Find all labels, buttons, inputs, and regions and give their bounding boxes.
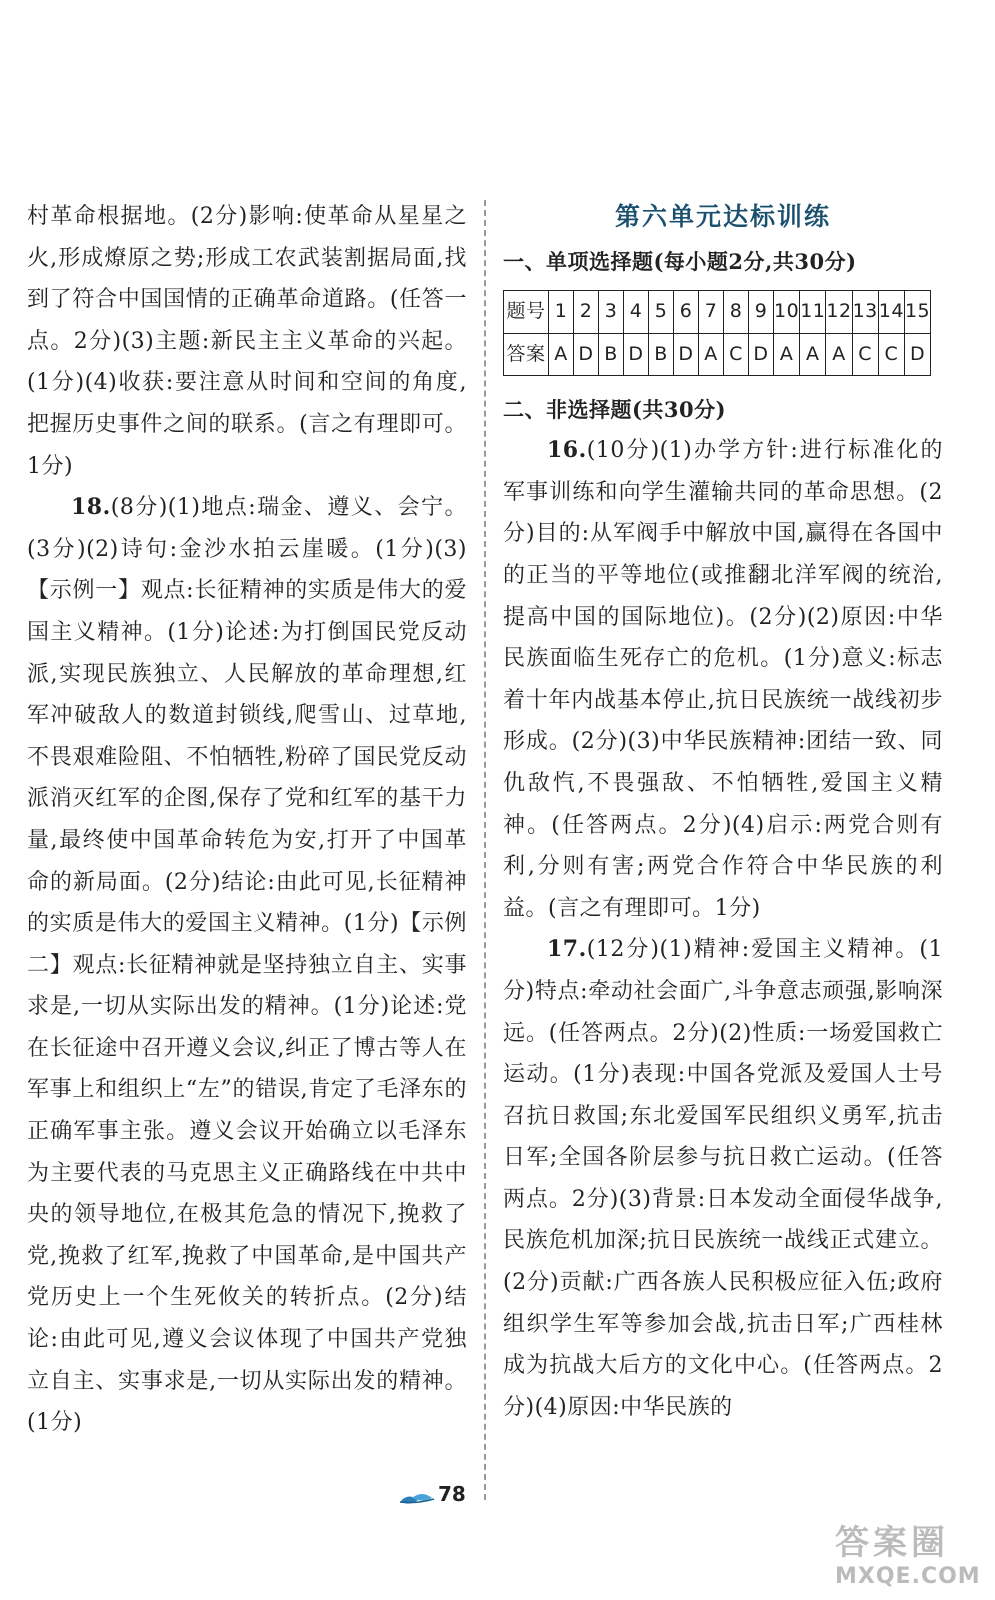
left-column	[27, 196, 467, 1444]
table-cell: 14	[878, 291, 904, 334]
answer-18	[27, 487, 467, 1444]
watermark	[835, 1515, 981, 1589]
answer-16	[503, 430, 943, 929]
table-cell: 2	[574, 291, 599, 334]
table-cell: D	[624, 333, 649, 376]
question-number: 16.	[547, 437, 587, 464]
section-heading: 一、单项选择题(每小题2分,共30分)	[503, 249, 857, 274]
table-cell: 10	[774, 291, 800, 334]
answer-text: (8分)(1)地点:瑞金、遵义、会宁。(3分)(2)诗句:金沙水拍云崖暖。(1分)(3)【示例一】观点:长征精神的实质是伟大的爱国主义精神。(1分)论述:为打倒国民党反动派,实现民族独立、人民解放的革命理想,红军冲破敌人的数道封锁线,爬雪山、过草地,不畏艰难险阻、不怕牺牲,粉碎了国民党反动派消灭红军的企图,保存了党和红军的基干力量,最终使中国革命转危为安,打开了中国革命的新局面。(2分)结论:由此可见,长征精神的实质是伟大的爱国主义精神。(1分)【示例二】观点:长征精神就是坚持独立自主、实事求是,一切从实际出发的精神。(1分)论述:党在长征途中召开遵义会议,纠正了博古等人在军事上和组织上“左”的错误,肯定了毛泽东的正确军事主张。遵义会议开始确立以毛泽东为主要代表的马克思主义正确路线在中共中央的领导地位,在极其危急的情况下,挽救了党,挽救了红军,挽救了中国革命,是中国共产党历史上一个生死攸关的转折点。(2分)结论:由此可见,遵义会议体现了中国共产党独立自主、实事求是,一切从实际出发的精神。(1分)	[27, 495, 467, 1436]
row-label: 答案	[504, 333, 549, 376]
table-cell: 7	[699, 291, 724, 334]
table-cell: 9	[749, 291, 774, 334]
table-cell: 3	[599, 291, 624, 334]
table-cell: 6	[674, 291, 699, 334]
answer-table	[503, 290, 931, 376]
table-cell: A	[826, 333, 852, 376]
table-cell: 11	[800, 291, 826, 334]
table-cell: 4	[624, 291, 649, 334]
table-cell: 12	[826, 291, 852, 334]
table-cell: A	[800, 333, 826, 376]
table-cell: D	[904, 333, 930, 376]
table-cell: D	[674, 333, 699, 376]
section-heading: 二、非选择题(共30分)	[503, 397, 727, 423]
table-cell: B	[649, 333, 674, 376]
page-number: 78	[438, 1482, 466, 1506]
table-cell: A	[774, 333, 800, 376]
answer-text: (12分)(1)精神:爱国主义精神。(1分)特点:牵动社会面广,斗争意志顽强,影响深远。(任答两点。2分)(2)性质:一场爱国救亡运动。(1分)表现:中国各党派及爱国人士号召抗日救国;东北爱国军民组织义勇军,抗击日军;全国各阶层参与抗日救亡运动。(任答两点。2分)(3)背景:日本发动全面侵华战争,民族危机加深;抗日民族统一战线正式建立。(2分)贡献:广西各族人民积极应征入伍;政府组织学生军等参加会战,抗击日军;广西桂林成为抗战大后方的文化中心。(任答两点。2分)(4)原因:中华民族的	[503, 937, 943, 1420]
table-cell: B	[599, 333, 624, 376]
answer-17-continued: 村革命根据地。(2分)影响:使革命从星星之火,形成燎原之势;形成工农武装割据局面,找到了符合中国国情的正确革命道路。(任答一点。2分)(3)主题:新民主主义革命的兴起。(1分)(4)收获:要注意从时间和空间的角度,把握历史事件之间的联系。(言之有理即可。1分)	[27, 204, 467, 479]
watermark-main: 答案圈	[835, 1523, 949, 1563]
question-number: 18.	[71, 494, 111, 521]
table-cell: 13	[852, 291, 878, 334]
table-cell: 5	[649, 291, 674, 334]
table-cell: A	[549, 333, 574, 376]
table-cell: 15	[904, 291, 930, 334]
answer-17	[503, 929, 943, 1428]
column-divider	[484, 200, 486, 1500]
row-label: 题号	[504, 291, 549, 334]
table-cell: A	[699, 333, 724, 376]
table-cell: C	[852, 333, 878, 376]
table-cell: C	[878, 333, 904, 376]
table-cell: 8	[724, 291, 749, 334]
table-row	[504, 291, 931, 334]
table-cell: D	[749, 333, 774, 376]
table-cell: D	[574, 333, 599, 376]
right-column	[503, 196, 943, 1428]
answer-text: (10分)(1)办学方针:进行标准化的军事训练和向学生灌输共同的革命思想。(2分)目的:从军阀手中解放中国,赢得在各国中的正当的平等地位(或推翻北洋军阀的统治,提高中国的国际地位)。(2分)(2)原因:中华民族面临生死存亡的危机。(1分)意义:标志着十年内战基本停止,抗日民族统一战线初步形成。(2分)(3)中华民族精神:团结一致、同仇敌忾,不畏强敌、不怕牺牲,爱国主义精神。(任答两点。2分)(4)启示:两党合则有利,分则有害;两党合作符合中华民族的利益。(言之有理即可。1分)	[503, 438, 943, 921]
question-number: 17.	[547, 936, 587, 963]
table-cell: 1	[549, 291, 574, 334]
table-row	[504, 333, 931, 376]
unit-title: 第六单元达标训练	[614, 202, 831, 231]
leaf-decoration-icon	[398, 1490, 438, 1510]
table-cell: C	[724, 333, 749, 376]
watermark-url: MXQE.COM	[835, 1564, 981, 1589]
